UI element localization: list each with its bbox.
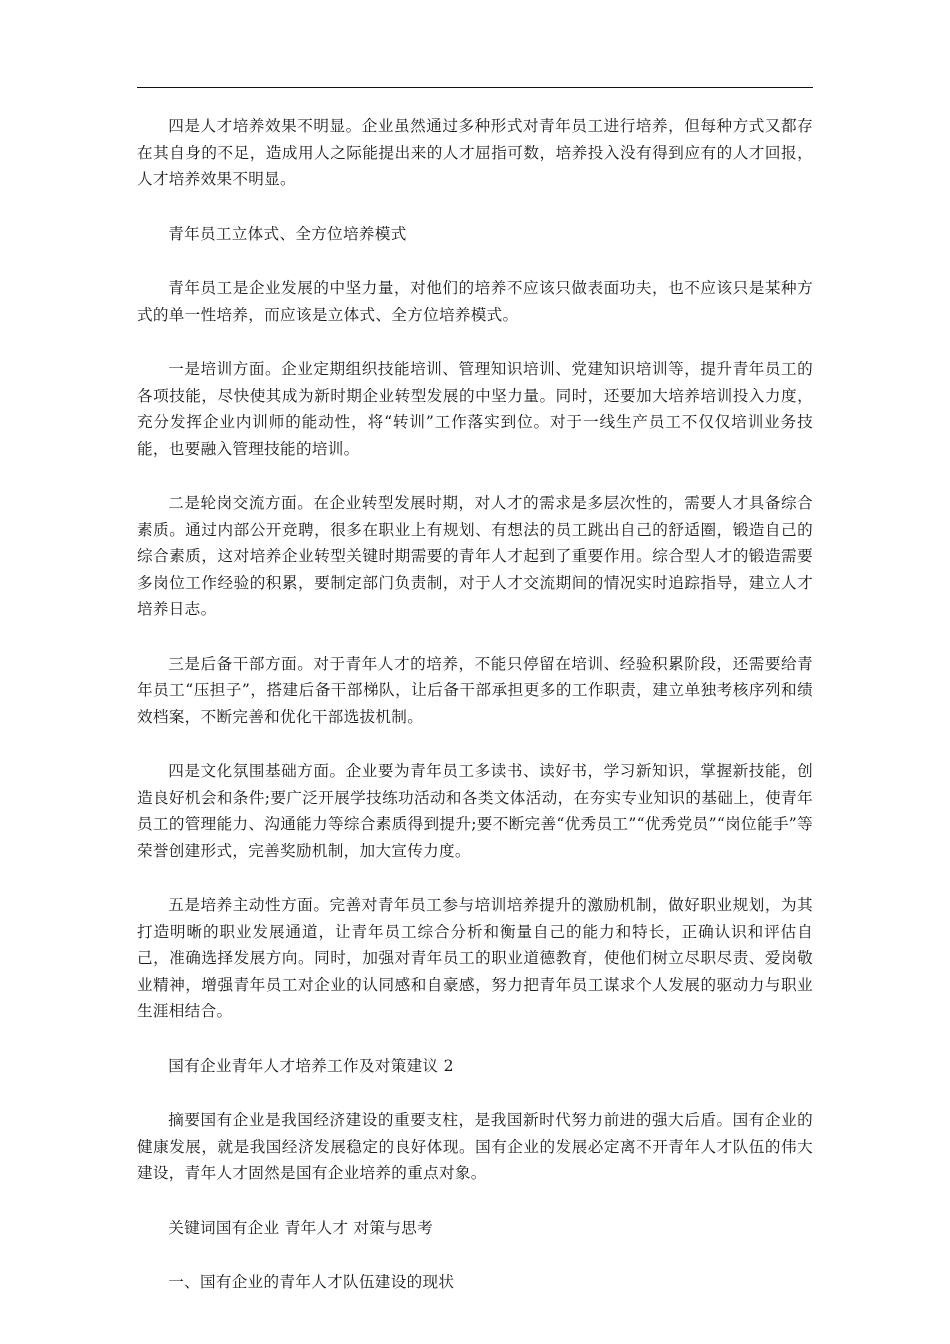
paragraph-reserve-cadres: 三是后备干部方面。对于青年人才的培养，不能只停留在培训、经验积累阶段，还需要给青年员工“压担子”，搭建后备干部梯队，让后备干部承担更多的工作职责，建立单独考核序列和绩效档案，不断完善和优化干部选拔机制。 bbox=[137, 654, 813, 726]
paragraph-abstract: 摘要国有企业是我国经济建设的重要支柱，是我国新时代努力前进的强大后盾。国有企业的健康发展，就是我国经济发展稳定的良好体现。国有企业的发展必定离不开青年人才队伍的伟大建设，青年人才固然是国有企业培养的重点对象。 bbox=[137, 1111, 813, 1182]
paragraph-training: 一是培训方面。企业定期组织技能培训、管理知识培训、党建知识培训等，提升青年员工的各项技能，尽快使其成为新时期企业转型发展的中坚力量。同时，还要加大培养培训投入力度，充分发挥企业内训师的能动性，将“转训”工作落实到位。对于一线生产员工不仅仅培训业务技能，也要融入管理技能的培训。 bbox=[137, 360, 813, 458]
document-body bbox=[137, 113, 813, 1324]
paragraph-initiative: 五是培养主动性方面。完善对青年员工参与培训培养提升的激励机制，做好职业规划，为其打造明晰的职业发展通道，让青年员工综合分析和衡量自己的能力和特长，正确认识和评估自己，准确选择发展方向。同时，加强对青年员工的职业道德教育，使他们树立尽职尽责、爱岗敬业精神，增强青年员工对企业的认同感和自豪感，努力把青年员工谋求个人发展的驱动力与职业生涯相结合。 bbox=[137, 896, 813, 1020]
paragraph-model-intro: 青年员工是企业发展的中坚力量，对他们的培养不应该只做表面功夫，也不应该只是某种方式的单一性培养，而应该是立体式、全方位培养模式。 bbox=[137, 279, 813, 324]
article-title-2: 国有企业青年人才培养工作及对策建议 2 bbox=[168, 1056, 454, 1075]
section-heading-training-model: 青年员工立体式、全方位培养模式 bbox=[168, 224, 407, 243]
paragraph-keywords: 关键词国有企业 青年人才 对策与思考 bbox=[168, 1218, 434, 1237]
paragraph-culture: 四是文化氛围基础方面。企业要为青年员工多读书、读好书，学习新知识，掌握新技能，创造良好机会和条件;要广泛开展学技练功活动和各类文体活动，在夯实专业知识的基础上，使青年员工的管理能力、沟通能力等综合素质得到提升;要不断完善“优秀员工”“优秀党员”“岗位能手”等荣誉创建形式，完善奖励机制，加大宣传力度。 bbox=[137, 762, 813, 860]
paragraph-training-effect: 四是人才培养效果不明显。企业虽然通过多种形式对青年员工进行培养，但每种方式又都存在其自身的不足，造成用人之际能提出来的人才屈指可数，培养投入没有得到应有的人才回报，人才培养效果不明显。 bbox=[137, 117, 813, 188]
paragraph-job-rotation: 二是轮岗交流方面。在企业转型发展时期，对人才的需求是多层次性的，需要人才具备综合素质。通过内部公开竞聘，很多在职业上有规划、有想法的员工跳出自己的舒适圈，锻造自己的综合素质，这对培养企业转型关键时期需要的青年人才起到了重要作用。综合型人才的锻造需要多岗位工作经验的积累，要制定部门负责制，对于人才交流期间的情况实时追踪指导，建立人才培养日志。 bbox=[137, 494, 813, 618]
section-heading-status: 一、国有企业的青年人才队伍建设的现状 bbox=[168, 1273, 455, 1291]
header-rule bbox=[137, 87, 813, 88]
